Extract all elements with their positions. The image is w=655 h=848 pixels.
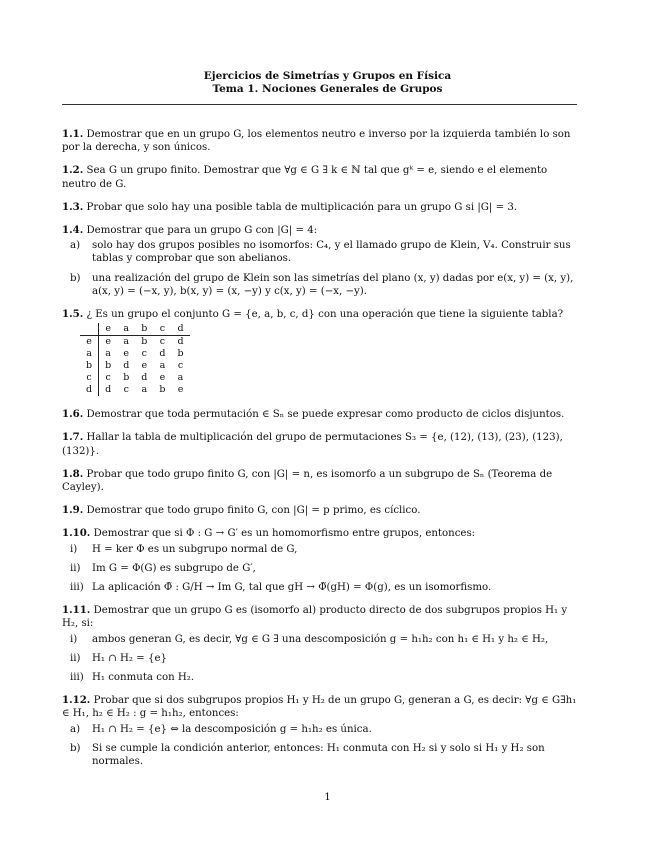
exercise [62, 164, 580, 190]
exercise-subitem [62, 272, 580, 298]
subitem-text: H₁ ∩ H₂ = {e} [92, 652, 167, 664]
table-cell: c [153, 323, 171, 336]
exercise-text: Probar que solo hay una posible tabla de multiplicación para un grupo G si |G| = 3. [83, 201, 518, 213]
exercise-subitem [62, 562, 580, 575]
subitem-text: solo hay dos grupos posibles no isomorfos: C₄, y el llamado grupo de Klein, V₄. Construir sus tablas y comprobar que son abelianos. [92, 240, 571, 265]
table-cell: a [159, 360, 166, 372]
subitem-label: i) [70, 543, 78, 555]
table-cell: e [99, 323, 118, 336]
table-cell: a [80, 348, 99, 360]
exercise [62, 504, 580, 517]
table-cell: d [80, 384, 99, 396]
table-cell: b [80, 360, 99, 372]
table-cell: a [123, 336, 130, 348]
subitem-text: H₁ ∩ H₂ = {e} ⇔ la descomposición g = h₁h₂ es única. [92, 723, 372, 735]
document-header [0, 70, 655, 96]
subitem-text: ambos generan G, es decir, ∀g ∈ G ∃ una descomposición g = h₁h₂ con h₁ ∈ H₁ y h₂ ∈ H₂, [92, 633, 549, 645]
exercise-number: 1.12. [62, 694, 91, 707]
exercise [62, 431, 580, 457]
subitem-text: H = ker Φ es un subgrupo normal de G, [92, 543, 298, 555]
exercise-subitem [62, 723, 580, 736]
subitem-label: b) [70, 742, 81, 754]
table-cell: c [123, 384, 129, 396]
exercise [62, 201, 580, 214]
exercise-text: Sea G un grupo finito. Demostrar que ∀g ∈ G ∃ k ∈ ℕ tal que gᵏ = e, siendo e el elemento neutro de G. [62, 165, 548, 190]
exercise [62, 128, 580, 154]
document-subtitle: Tema 1. Nociones Generales de Grupos [212, 83, 443, 95]
table-cell: b [123, 372, 130, 384]
table-cell: b [105, 360, 112, 372]
subitem-label: ii) [70, 562, 81, 574]
exercise-number: 1.4. [62, 224, 84, 237]
table-cell: b [159, 384, 166, 396]
exercise [62, 527, 580, 594]
table-header-row [80, 323, 190, 336]
exercise-number: 1.10. [62, 527, 91, 540]
exercise [62, 468, 580, 494]
table-cell: e [141, 360, 148, 372]
table-cell: c [105, 372, 111, 384]
exercise-text: Hallar la tabla de multiplicación del grupo de permutaciones S₃ = {e, (12), (13), (23), (123), (132)}. [62, 432, 563, 457]
table-cell: a [177, 372, 184, 384]
table-row [80, 348, 190, 360]
exercise-subitem [62, 581, 580, 594]
subitem-label: a) [70, 723, 81, 735]
exercise [62, 604, 580, 684]
exercise [62, 408, 580, 421]
subitem-text: H₁ conmuta con H₂. [92, 672, 195, 684]
exercise-number: 1.6. [62, 408, 84, 421]
table-cell: d [177, 336, 184, 348]
subitem-label: iii) [70, 672, 84, 684]
exercise-text: Demostrar que en un grupo G, los elementos neutro e inverso por la izquierda también lo son por la derecha, y son únicos. [62, 129, 571, 154]
exercise-text: Demostrar que para un grupo G con |G| = 4: [83, 225, 318, 237]
exercise-subitem [62, 652, 580, 665]
exercise-number: 1.8. [62, 467, 84, 480]
table-cell: d [171, 323, 189, 336]
exercise-text: Demostrar que todo grupo finito G, con |G| = p primo, es cíclico. [83, 505, 421, 517]
exercise [62, 308, 580, 321]
exercise-list [62, 128, 580, 778]
exercise-number: 1.2. [62, 164, 84, 177]
page-number: 1 [324, 792, 331, 803]
exercise-subitem [62, 633, 580, 646]
operation-table [80, 323, 190, 396]
table-cell: c [177, 360, 184, 372]
subitem-label: i) [70, 633, 78, 645]
table-cell: b [141, 336, 148, 348]
exercise-number: 1.9. [62, 504, 84, 517]
exercise [62, 224, 580, 298]
exercise-text: Probar que todo grupo finito G, con |G| = n, es isomorfo a un subgrupo de Sₙ (Teorema de Cayley). [62, 468, 553, 494]
exercise-text: Demostrar que un grupo G es (isomorfo al) producto directo de dos subgrupos propios H₁ y H₂, si: [62, 605, 568, 630]
table-cell: d [123, 360, 130, 372]
exercise-subitem [62, 543, 580, 556]
exercise-text: Demostrar que si Φ : G → G′ es un homomorfismo entre grupos, entonces: [90, 528, 476, 540]
table-cell: d [141, 372, 148, 384]
table-row [80, 372, 190, 384]
table-cell: d [159, 348, 166, 360]
subitem-text: Si se cumple la condición anterior, entonces: H₁ conmuta con H₂ si y solo si H₁ y H₂ son normales. [92, 742, 545, 768]
exercise-subitem [62, 239, 580, 265]
subitem-label: ii) [70, 652, 81, 664]
table-row [80, 384, 190, 396]
table-cell: c [80, 372, 99, 384]
table-cell: e [123, 348, 130, 360]
exercise-subitem [62, 742, 580, 768]
document-title: Ejercicios de Simetrías y Grupos en Física [203, 70, 452, 82]
exercise-number: 1.5. [62, 308, 84, 321]
table-cell: c [159, 336, 166, 348]
subitem-text: una realización del grupo de Klein son las simetrías del plano (x, y) dadas por e(x, y) = (x, y), a(x, y) = (−x, y), b(x, y) = (x, −y) y c(x, y) = (−x, −y). [92, 272, 574, 297]
table-row [80, 336, 190, 349]
table-cell: a [105, 348, 111, 360]
exercise-text: ¿ Es un grupo el conjunto G = {e, a, b, c, d} con una operación que tiene la siguiente tabla? [83, 309, 564, 321]
exercise-number: 1.11. [62, 604, 91, 617]
table-cell: e [177, 384, 184, 396]
subitem-text: La aplicación Φ̃ : G/H → Im G, tal que gH → Φ̃(gH) = Φ(g), es un isomorfismo. [92, 582, 492, 594]
table-cell: b [177, 348, 184, 360]
table-row [80, 360, 190, 372]
header-divider [62, 104, 577, 105]
exercise-text: Probar que si dos subgrupos propios H₁ y H₂ de un grupo G, generan a G, es decir: ∀g ∈ G∃h₁ ∈ H₁, h₂ ∈ H₂ : g = h₁h₂, entonces: [62, 695, 577, 720]
table-cell: c [141, 348, 147, 360]
table-cell: e [80, 336, 99, 349]
table-cell: a [117, 323, 135, 336]
table-cell: a [141, 384, 148, 396]
exercise-subitem [62, 671, 580, 684]
subitem-text: Im G = Φ(G) es subgrupo de G′, [92, 562, 256, 574]
table-cell: d [105, 384, 112, 396]
exercise-number: 1.1. [62, 128, 84, 140]
exercise-text: Demostrar que toda permutación ∈ Sₙ se puede expresar como producto de ciclos disjuntos. [83, 409, 565, 421]
table-cell: b [135, 323, 153, 336]
exercise-number: 1.7. [62, 431, 84, 444]
exercise [62, 694, 580, 768]
subitem-label: b) [70, 272, 81, 284]
table-cell [80, 323, 99, 336]
subitem-label: a) [70, 240, 81, 252]
subitem-label: iii) [70, 582, 84, 594]
exercise-number: 1.3. [62, 200, 84, 213]
table-cell: e [105, 336, 111, 348]
table-cell: e [159, 372, 166, 384]
